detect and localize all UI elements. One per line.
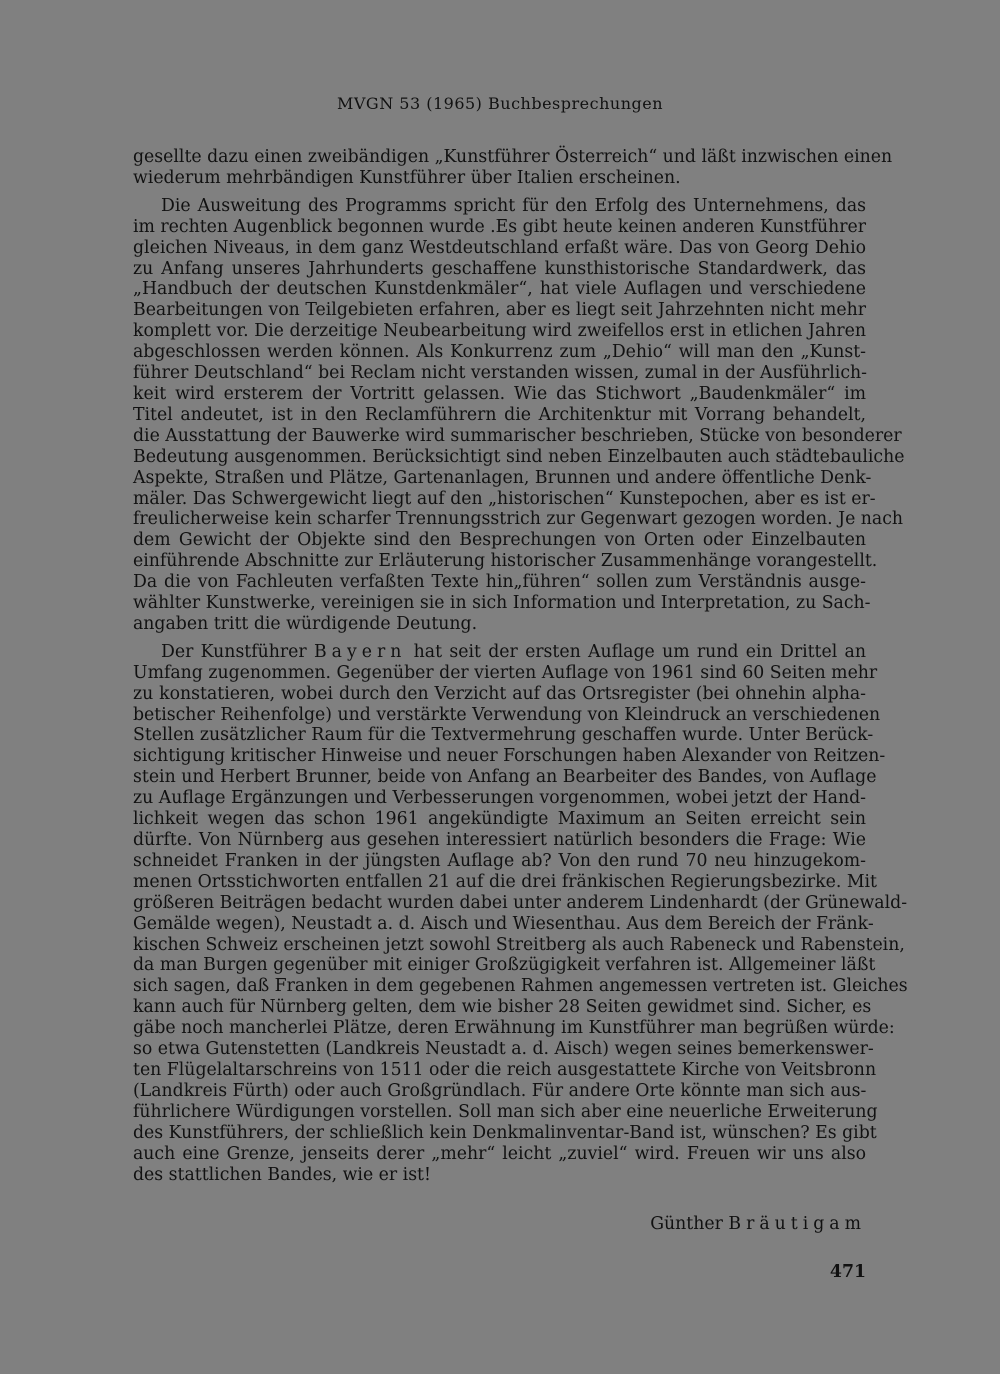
text-line: wiederum mehrbändigen Kunstführer über Italien erscheinen. bbox=[133, 167, 681, 188]
author-last-name: Bräutigam bbox=[728, 1214, 866, 1234]
running-header: MVGN 53 (1965) Buchbesprechungen bbox=[336, 94, 664, 113]
text-line: (Landkreis Fürth) oder auch Großgründlach. Für andere Orte könnte man sich aus- bbox=[133, 1080, 867, 1101]
text-line: stein und Herbert Brunner, beide von Anfang an Bearbeiter des Bandes, von Auflage bbox=[133, 767, 877, 788]
text-line: zu konstatieren, wobei durch den Verzicht auf das Ortsregister (bei ohnehin alpha- bbox=[133, 683, 866, 704]
text-line: schneidet Franken in der jüngsten Auflage ab? Von den rund 70 neu hinzugekom- bbox=[133, 850, 866, 871]
text-line: des stattlichen Bandes, wie er ist! bbox=[133, 1164, 431, 1185]
text-line: sich sagen, daß Franken in dem gegebenen Rahmen angemessen vertreten ist. Gleiches bbox=[133, 976, 908, 997]
text-line: angaben tritt die würdigende Deutung. bbox=[133, 613, 478, 634]
text-line: sichtigung kritischer Hinweise und neuer Forschungen haben Alexander von Reitzen- bbox=[133, 746, 886, 767]
author-first-name: Günther bbox=[650, 1214, 723, 1234]
text-line: mäler. Das Schwergewicht liegt auf den „historischen“ Kunstepochen, aber es ist er- bbox=[133, 488, 876, 509]
paragraph-3 bbox=[133, 641, 908, 1186]
text-line: gleichen Niveaus, in dem ganz Westdeutschland erfaßt wäre. Das von Georg Dehio bbox=[133, 237, 866, 258]
text-line: abgeschlossen werden können. Als Konkurrenz zum „Dehio“ will man den „Kunst- bbox=[133, 342, 866, 363]
text-line: zu Auflage Ergänzungen und Verbesserungen vorgenommen, wobei jetzt der Hand- bbox=[133, 788, 866, 809]
text-line: so etwa Gutenstetten (Landkreis Neustadt a. d. Aisch) wegen seines bemerkenswer- bbox=[133, 1039, 874, 1060]
text-line: kischen Schweiz erscheinen jetzt sowohl Streitberg als auch Rabeneck und Rabenstein, bbox=[133, 934, 905, 955]
text-line: Bearbeitungen von Teilgebieten erfahren, aber es liegt seit Jahrzehnten nicht mehr bbox=[133, 300, 866, 321]
text-line: Umfang zugenommen. Gegenüber der vierten Auflage von 1961 sind 60 Seiten mehr bbox=[133, 662, 878, 683]
text-line: Da die von Fachleuten verfaßten Texte hin„führen“ sollen zum Verständnis ausge- bbox=[133, 572, 866, 593]
text-line: „Handbuch der deutschen Kunstdenkmäler“, hat viele Auflagen und verschiedene bbox=[133, 279, 866, 300]
text-line: komplett vor. Die derzeitige Neubearbeitung wird zweifellos erst in etlichen Jahren bbox=[133, 321, 866, 342]
text-line: keit wird ersterem der Vortritt gelassen. Wie das Stichwort „Baudenkmäler“ im bbox=[133, 383, 866, 404]
paragraph-1 bbox=[133, 147, 893, 189]
text-line: dem Gewicht der Objekte sind den Besprechungen von Orten oder Einzelbauten bbox=[133, 530, 866, 551]
text-line: Bedeutung ausgenommen. Berücksichtigt sind neben Einzelbauten auch städtebauliche bbox=[133, 446, 905, 467]
text-fragment: hat seit der ersten Auflage um rund ein Drittel an bbox=[406, 641, 866, 662]
text-line: Die Ausweitung des Programms spricht für den Erfolg des Unternehmens, das bbox=[161, 195, 866, 216]
text-line: des Kunstführers, der schließlich kein Denkmalinventar-Band ist, wünschen? Es gibt bbox=[133, 1122, 877, 1143]
text-line: Aspekte, Straßen und Plätze, Gartenanlagen, Brunnen und andere öffentliche Denk- bbox=[133, 467, 872, 488]
text-line: einführende Abschnitte zur Erläuterung historischer Zusammenhänge vorangestellt. bbox=[133, 551, 878, 572]
page-number: 471 bbox=[829, 1262, 866, 1282]
text-line: führlichere Würdigungen vorstellen. Soll man sich aber eine neuerliche Erweiterung bbox=[133, 1101, 878, 1122]
text-line: gäbe noch mancherlei Plätze, deren Erwähnung im Kunstführer man begrüßen würde: bbox=[133, 1018, 895, 1039]
text-line: die Ausstattung der Bauwerke wird summarischer beschrieben, Stücke von besonderer bbox=[133, 425, 902, 446]
text-line: betischer Reihenfolge) und verstärkte Verwendung von Kleindruck an verschiedenen bbox=[133, 704, 881, 725]
text-line: gesellte dazu einen zweibändigen „Kunstführer Österreich“ und läßt inzwischen einen bbox=[133, 147, 893, 167]
text-line: lichkeit wegen das schon 1961 angekündigte Maximum an Seiten erreicht sein bbox=[133, 809, 866, 830]
text-line: menen Ortsstichworten entfallen 21 auf die drei fränkischen Regierungsbezirke. Mit bbox=[133, 871, 877, 892]
text-line: im rechten Augenblick begonnen wurde .Es gibt heute keinen anderen Kunstführer bbox=[133, 216, 866, 237]
text-line: freulicherweise kein scharfer Trennungsstrich zur Gegenwart gezogen worden. Je nach bbox=[133, 509, 904, 530]
text-line: Titel andeutet, ist in den Reclamführern die Architenktur mit Vorrang behandelt, bbox=[133, 404, 866, 425]
body-text bbox=[133, 147, 908, 1185]
text-line: größeren Beiträgen bedacht wurden dabei unter anderem Lindenhardt (der Grünewald- bbox=[133, 892, 908, 913]
text-line: da man Burgen gegenüber mit einiger Großzügigkeit verfahren ist. Allgemeiner läßt bbox=[133, 955, 876, 976]
text-line: Stellen zusätzlicher Raum für die Textvermehrung geschaffen wurde. Unter Berück- bbox=[133, 725, 874, 746]
text-line: Gemälde wegen), Neustadt a. d. Aisch und Wiesenthau. Aus dem Bereich der Fränk- bbox=[133, 913, 874, 934]
spaced-emphasis: Bayern bbox=[313, 641, 407, 662]
text-line: kann auch für Nürnberg gelten, dem wie bisher 28 Seiten gewidmet sind. Sicher, es bbox=[133, 997, 872, 1018]
author-signature bbox=[650, 1214, 866, 1234]
text-line: dürfte. Von Nürnberg aus gesehen interessiert natürlich besonders die Frage: Wie bbox=[133, 830, 866, 850]
text-fragment: Der Kunstführer bbox=[161, 641, 314, 662]
text-line: auch eine Grenze, jenseits derer „mehr“ leicht „zuviel“ wird. Freuen wir uns also bbox=[133, 1143, 866, 1164]
text-line bbox=[133, 642, 866, 663]
text-line: ten Flügelaltarschreins von 1511 oder die reich ausgestattete Kirche von Veitsbronn bbox=[133, 1059, 877, 1080]
text-line: zu Anfang unseres Jahrhunderts geschaffene kunsthistorische Standardwerk, das bbox=[133, 258, 866, 279]
text-line: führer Deutschland“ bei Reclam nicht verstanden wissen, zumal in der Ausführlich- bbox=[133, 363, 867, 384]
text-line: wählter Kunstwerke, vereinigen sie in sich Information und Interpretation, zu Sach- bbox=[133, 593, 871, 614]
paragraph-2 bbox=[133, 195, 905, 635]
